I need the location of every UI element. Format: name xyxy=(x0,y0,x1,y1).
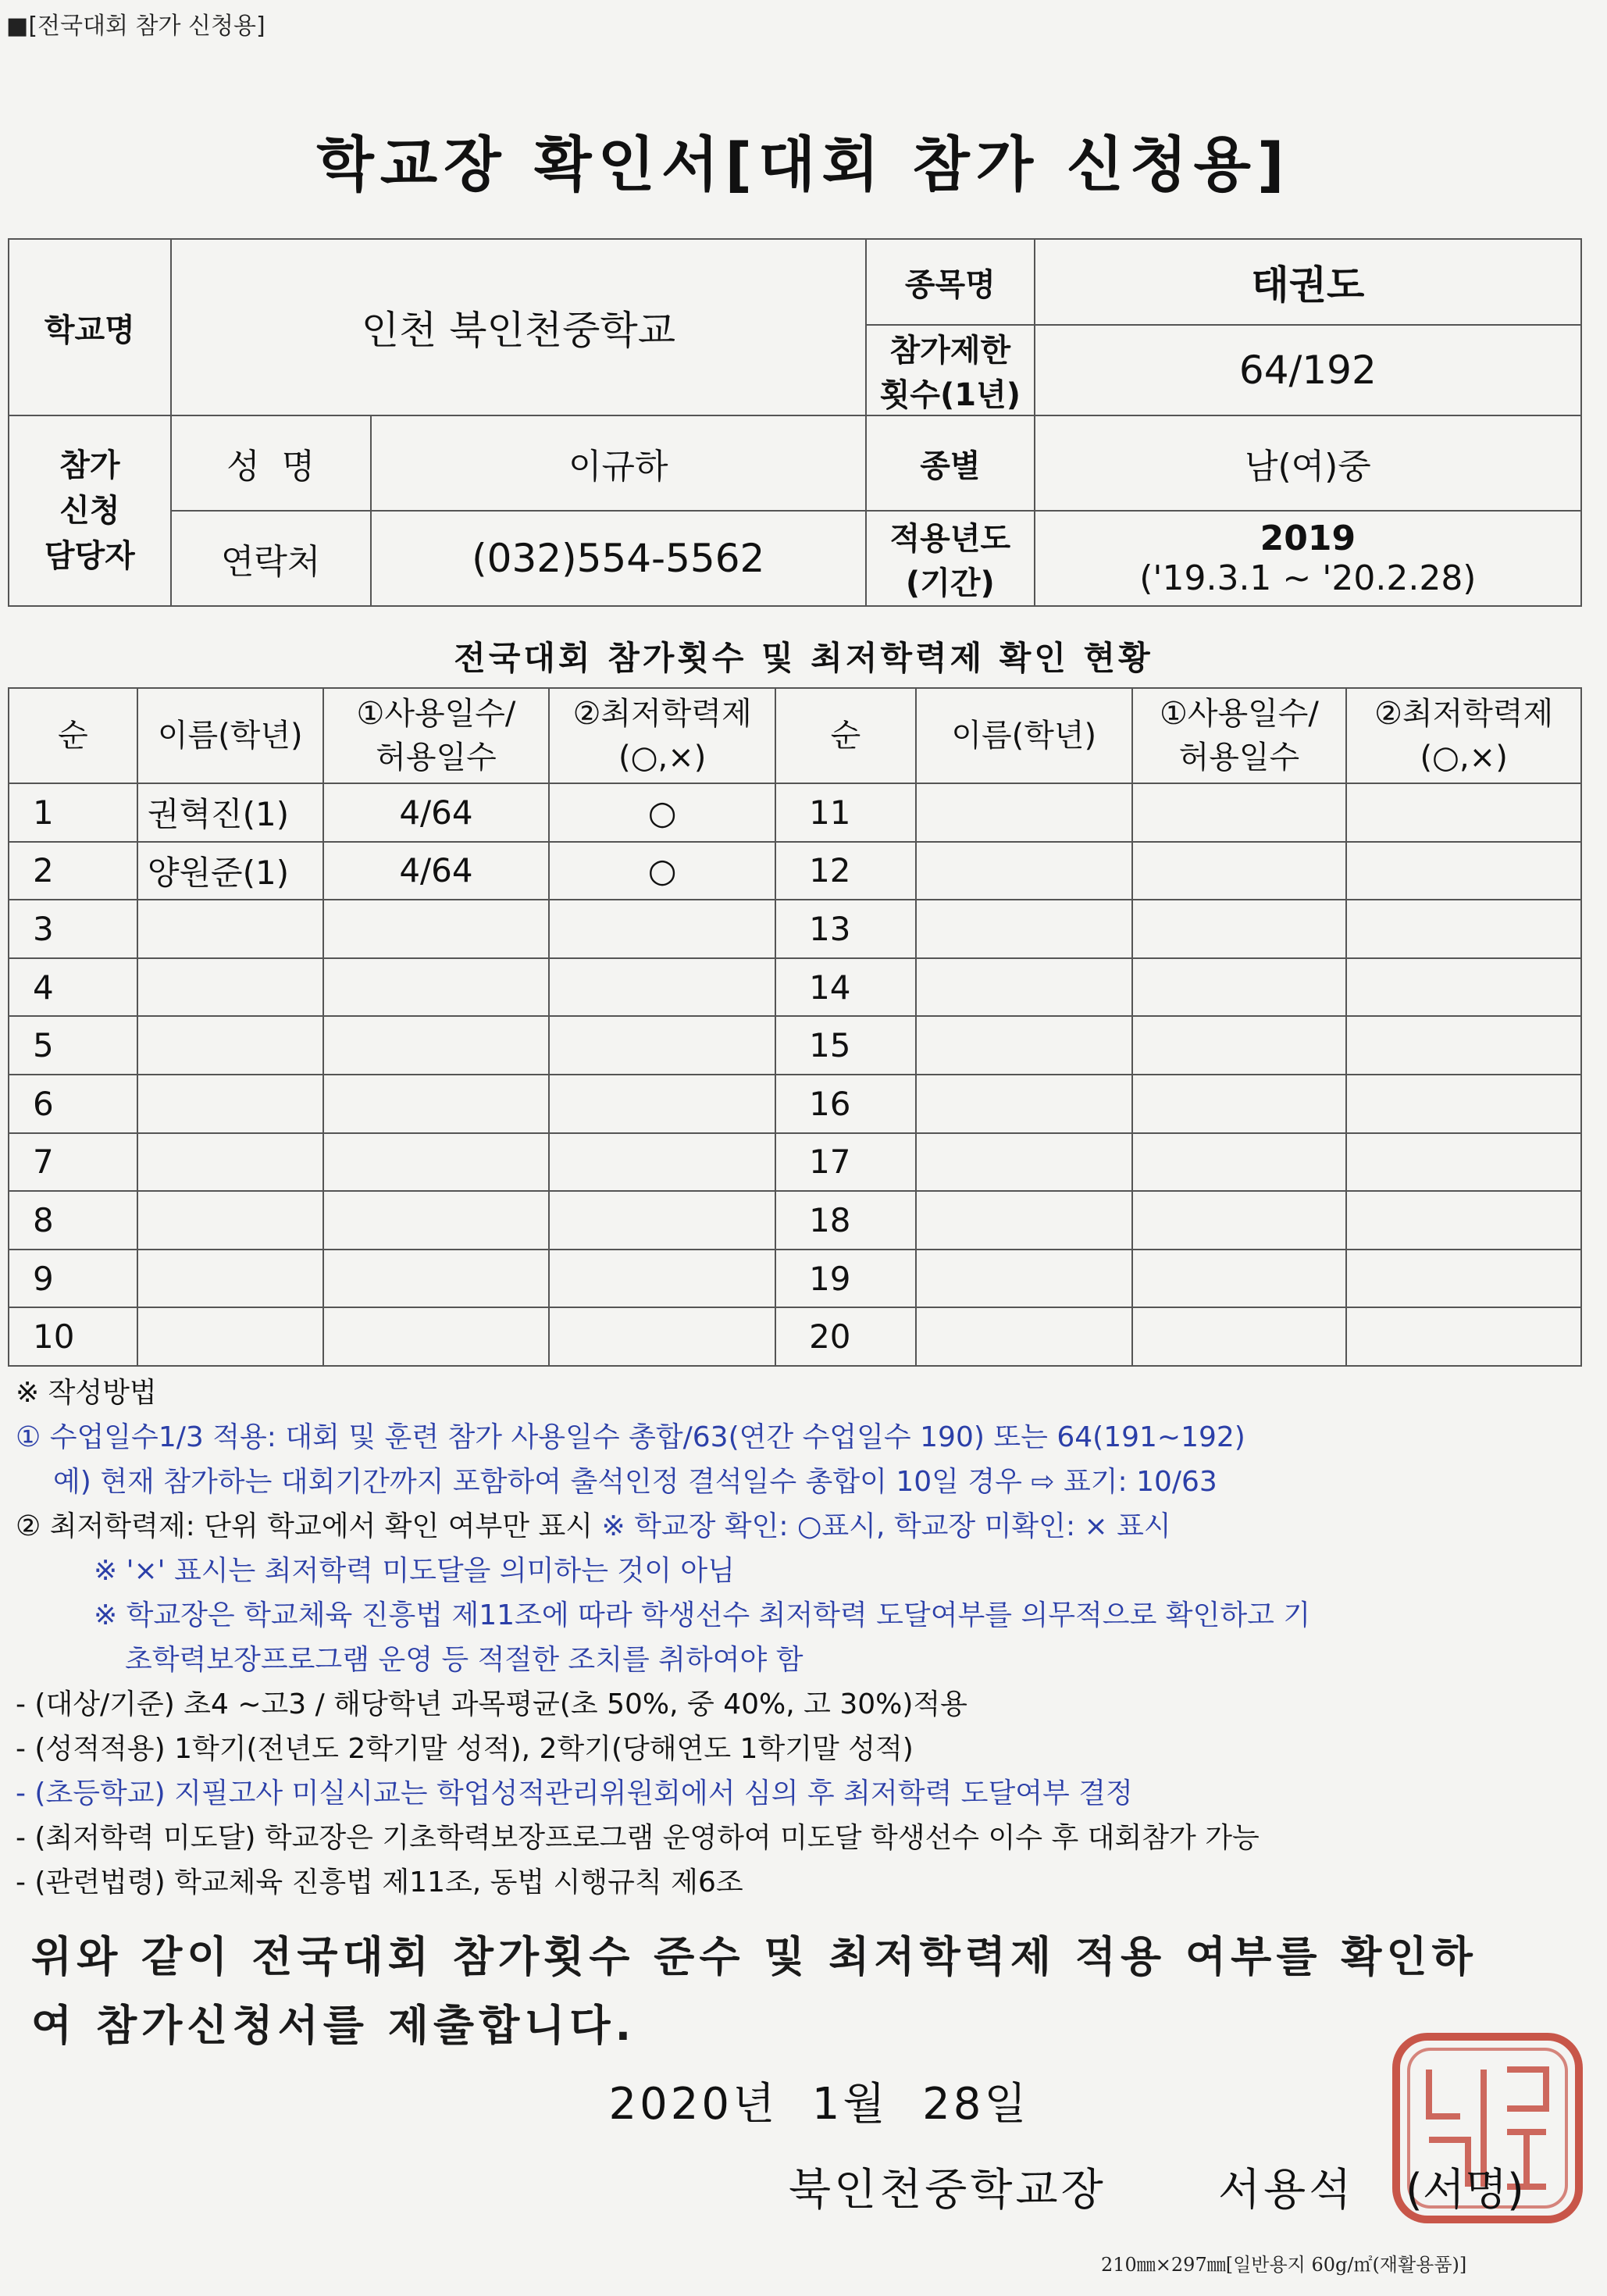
student-name xyxy=(137,1191,323,1250)
days-used xyxy=(1132,958,1347,1017)
row-number: 8 xyxy=(9,1191,137,1250)
student-name xyxy=(137,1250,323,1308)
detail-5: - (관련법령) 학교체육 진흥법 제11조, 동법 시행규칙 제6조 xyxy=(16,1866,743,1898)
header-edu-2 xyxy=(1346,688,1581,783)
note-2a xyxy=(16,1504,1577,1549)
days-used xyxy=(1132,900,1347,958)
header-days-2-line1: ①사용일수/ xyxy=(1159,696,1319,732)
note-1a: ① 수업일수1/3 적용: 대회 및 훈련 참가 사용일수 총합/63(연간 수업일수 190) 또는 64(191~192) xyxy=(16,1421,1245,1453)
header-edu-2-line1: ②최저학력제 xyxy=(1374,696,1554,732)
student-name xyxy=(137,1307,323,1366)
row-number: 12 xyxy=(775,842,916,900)
detail-4: - (최저학력 미도달) 학교장은 기초학력보장프로그램 운영하여 미도달 학생선수 이수 후 대회참가 가능 xyxy=(16,1822,1260,1854)
applicant-label xyxy=(9,415,171,606)
signer-name: 서용석 xyxy=(1218,2165,1355,2216)
row-number: 3 xyxy=(9,900,137,958)
min-academic-check xyxy=(549,1307,775,1366)
note-2b: ※ '×' 표시는 최저학력 미도달을 의미하는 것이 아님 xyxy=(94,1555,735,1587)
days-used xyxy=(1132,1075,1347,1133)
days-used xyxy=(323,1307,550,1366)
note-2a-mark-legend: ※ 학교장 확인: ○표시, 학교장 미확인: × 표시 xyxy=(601,1510,1171,1542)
participation-status-table xyxy=(8,687,1582,1367)
days-used xyxy=(1132,1133,1347,1192)
header-edu-2-line2: (○,×) xyxy=(1420,740,1508,775)
event-value: 태권도 xyxy=(1035,239,1581,325)
row-number: 9 xyxy=(9,1250,137,1308)
school-info-table xyxy=(8,238,1582,607)
header-name-2: 이름(학년) xyxy=(916,688,1132,783)
table-row xyxy=(9,1075,1581,1133)
note-1b: 예) 현재 참가하는 대회기간까지 포함하여 출석인정 결석일수 총합이 10일 경우 ⇨ 표기: 10/63 xyxy=(53,1466,1217,1498)
row-number: 16 xyxy=(775,1075,916,1133)
min-academic-check xyxy=(549,1075,775,1133)
note-2a-text: ② 최저학력제: 단위 학교에서 확인 여부만 표시 xyxy=(16,1510,602,1542)
limit-label-line2: 횟수(1년) xyxy=(879,377,1021,413)
min-academic-check xyxy=(1346,1250,1581,1308)
applicant-label-line1: 참가 xyxy=(59,447,120,483)
note-2c: ※ 학교장은 학교체육 진흥법 제11조에 따라 학생선수 최저학력 도달여부를 의무적으로 확인하고 기 xyxy=(94,1599,1311,1631)
header-days xyxy=(323,688,550,783)
declaration-line1: 위와 같이 전국대회 참가횟수 준수 및 최저학력제 적용 여부를 확인하 xyxy=(31,1932,1477,1981)
signature-mark: (서명) xyxy=(1406,2165,1524,2216)
min-academic-check xyxy=(549,958,775,1017)
days-used xyxy=(1132,783,1347,842)
school-name-value: 인천 북인천중학교 xyxy=(171,239,866,415)
notes-heading: ※ 작성방법 xyxy=(16,1377,157,1409)
name-value: 이규하 xyxy=(371,415,866,511)
row-number: 11 xyxy=(775,783,916,842)
row-number: 17 xyxy=(775,1133,916,1192)
header-edu-line1: ②최저학력제 xyxy=(572,696,752,732)
min-academic-check xyxy=(549,1133,775,1192)
declaration xyxy=(31,1923,1585,2060)
status-section-title: 전국대회 참가횟수 및 최저학력제 확인 현황 xyxy=(454,639,1153,677)
row-number: 7 xyxy=(9,1133,137,1192)
row-number: 6 xyxy=(9,1075,137,1133)
row-number: 20 xyxy=(775,1307,916,1366)
student-name xyxy=(137,900,323,958)
school-name-label: 학교명 xyxy=(9,239,171,415)
table-row xyxy=(9,842,1581,900)
student-name xyxy=(137,1133,323,1192)
header-name: 이름(학년) xyxy=(137,688,323,783)
student-name xyxy=(916,783,1132,842)
min-academic-check xyxy=(1346,900,1581,958)
min-academic-check xyxy=(1346,1075,1581,1133)
row-number: 5 xyxy=(9,1016,137,1075)
signer-school: 북인천중학교장 xyxy=(789,2165,1106,2216)
student-name: 양원준(1) xyxy=(137,842,323,900)
header-edu-line2: (○,×) xyxy=(618,740,707,775)
row-number: 2 xyxy=(9,842,137,900)
student-name xyxy=(916,1250,1132,1308)
student-name xyxy=(137,958,323,1017)
detail-3: - (초등학교) 지필고사 미실시교는 학업성적관리위원회에서 심의 후 최저학력 도달여부 결정 xyxy=(16,1777,1133,1809)
min-academic-check xyxy=(1346,958,1581,1017)
category-label: 종별 xyxy=(866,415,1035,511)
row-number: 14 xyxy=(775,958,916,1017)
days-used xyxy=(1132,1016,1347,1075)
document-date: 2020년 1월 28일 xyxy=(608,2079,1030,2130)
student-name xyxy=(137,1016,323,1075)
year-value-period: ('19.3.1 ~ '20.2.28) xyxy=(1139,558,1477,598)
student-name xyxy=(916,900,1132,958)
paper-spec: 210㎜×297㎜[일반용지 60g/㎡(재활용품)] xyxy=(1101,2254,1467,2276)
applicant-label-line3: 담당자 xyxy=(44,538,135,574)
row-number: 19 xyxy=(775,1250,916,1308)
min-academic-check xyxy=(1346,783,1581,842)
event-label: 종목명 xyxy=(866,239,1035,325)
student-name xyxy=(916,1191,1132,1250)
header-days-line2: 허용일수 xyxy=(376,740,497,775)
days-used xyxy=(323,900,550,958)
header-days-2-line2: 허용일수 xyxy=(1178,740,1300,775)
min-academic-check xyxy=(1346,1307,1581,1366)
row-number: 18 xyxy=(775,1191,916,1250)
header-days-line1: ①사용일수/ xyxy=(356,696,516,732)
detail-1: - (대상/기준) 초4 ~고3 / 해당학년 과목평균(초 50%, 중 40%, 고 30%)적용 xyxy=(16,1688,967,1720)
min-academic-check xyxy=(549,1250,775,1308)
limit-value: 64/192 xyxy=(1035,325,1581,415)
instructions xyxy=(16,1371,1577,1905)
header-edu xyxy=(549,688,775,783)
detail-2: - (성적적용) 1학기(전년도 2학기말 성적), 2학기(당해연도 1학기말 성적) xyxy=(16,1733,914,1765)
days-used xyxy=(1132,1307,1347,1366)
row-number: 10 xyxy=(9,1307,137,1366)
table-row xyxy=(9,1307,1581,1366)
min-academic-check: ○ xyxy=(549,783,775,842)
student-name xyxy=(916,1016,1132,1075)
student-name xyxy=(916,958,1132,1017)
table-row xyxy=(9,1191,1581,1250)
student-name xyxy=(916,1075,1132,1133)
min-academic-check xyxy=(1346,842,1581,900)
table-row xyxy=(9,1250,1581,1308)
row-number: 15 xyxy=(775,1016,916,1075)
min-academic-check: ○ xyxy=(549,842,775,900)
student-name xyxy=(137,1075,323,1133)
days-used xyxy=(323,1075,550,1133)
min-academic-check xyxy=(549,1191,775,1250)
days-used: 4/64 xyxy=(323,842,550,900)
year-value-year: 2019 xyxy=(1260,519,1356,558)
days-used xyxy=(323,1191,550,1250)
days-used xyxy=(323,1016,550,1075)
year-label xyxy=(866,511,1035,606)
min-academic-check xyxy=(1346,1016,1581,1075)
header-days-2 xyxy=(1132,688,1347,783)
days-used xyxy=(1132,1191,1347,1250)
days-used xyxy=(1132,1250,1347,1308)
student-name: 권혁진(1) xyxy=(137,783,323,842)
table-row xyxy=(9,783,1581,842)
header-no: 순 xyxy=(9,688,137,783)
table-row xyxy=(9,900,1581,958)
min-academic-check xyxy=(1346,1133,1581,1192)
table-row xyxy=(9,958,1581,1017)
contact-label: 연락처 xyxy=(171,511,371,606)
table-row xyxy=(9,1016,1581,1075)
table-row xyxy=(9,1133,1581,1192)
student-name xyxy=(916,1133,1132,1192)
limit-label xyxy=(866,325,1035,415)
year-label-line2: (기간) xyxy=(905,565,995,601)
row-number: 4 xyxy=(9,958,137,1017)
min-academic-check xyxy=(549,1016,775,1075)
contact-value: (032)554-5562 xyxy=(371,511,866,606)
row-number: 13 xyxy=(775,900,916,958)
applicant-label-line2: 신청 xyxy=(59,493,120,529)
student-name xyxy=(916,1307,1132,1366)
header-no-2: 순 xyxy=(775,688,916,783)
year-value xyxy=(1035,511,1581,606)
note-2d: 초학력보장프로그램 운영 등 적절한 조치를 취하여야 함 xyxy=(125,1644,804,1676)
days-used xyxy=(323,1133,550,1192)
student-name xyxy=(916,842,1132,900)
document-title: 학교장 확인서[대회 참가 신청용] xyxy=(316,130,1291,199)
declaration-line2: 여 참가신청서를 제출합니다. xyxy=(31,2001,636,2050)
min-academic-check xyxy=(1346,1191,1581,1250)
days-used xyxy=(323,958,550,1017)
year-label-line1: 적용년도 xyxy=(889,521,1011,557)
row-number: 1 xyxy=(9,783,137,842)
category-value: 남(여)중 xyxy=(1035,415,1581,511)
days-used xyxy=(1132,842,1347,900)
form-type-label: ■[전국대회 참가 신청용] xyxy=(6,12,265,40)
min-academic-check xyxy=(549,900,775,958)
days-used: 4/64 xyxy=(323,783,550,842)
limit-label-line1: 참가제한 xyxy=(889,333,1011,369)
days-used xyxy=(323,1250,550,1308)
name-label: 성 명 xyxy=(171,415,371,511)
